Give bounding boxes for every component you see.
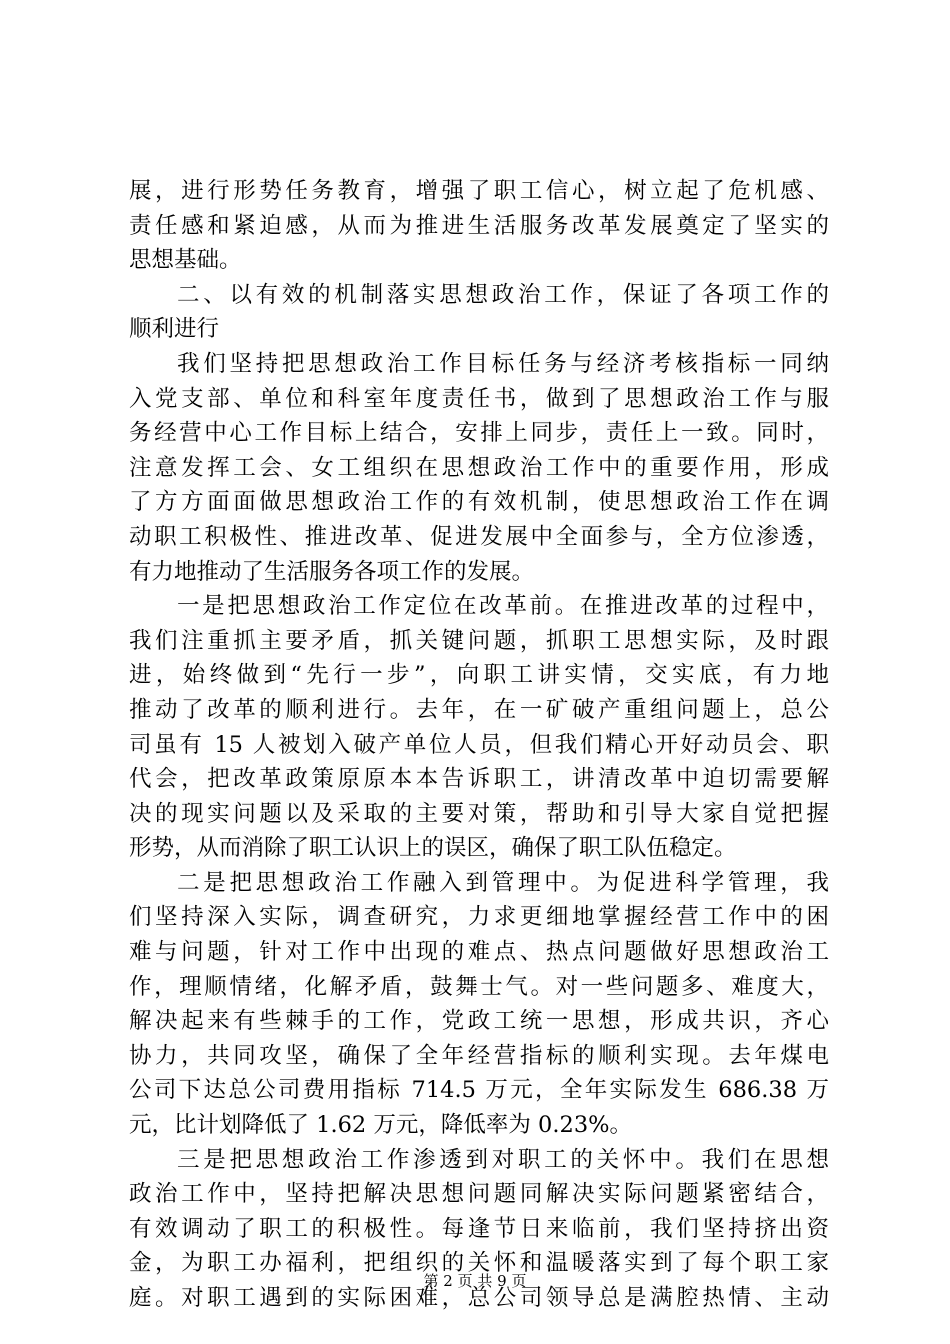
text-line: 务经营中心工作目标上结合，安排上同步，责任上一致。同时， <box>129 420 829 447</box>
text-line: 难与问题，针对工作中出现的难点、热点问题做好思想政治工 <box>129 939 829 966</box>
paragraph <box>129 589 829 866</box>
text-line: 司虽有 15 人被划入破产单位人员，但我们精心开好动员会、职 <box>129 731 829 758</box>
text-line: 进，始终做到“先行一步”，向职工讲实情，交实底，有力地 <box>129 662 829 689</box>
text-line: 公司下达总公司费用指标 714.5 万元，全年实际发生 686.38 万 <box>129 1077 829 1104</box>
text-line: 我们注重抓主要矛盾，抓关键问题，抓职工思想实际，及时跟 <box>129 627 829 654</box>
text-line: 政治工作中，坚持把解决思想问题同解决实际问题紧密结合， <box>129 1181 829 1208</box>
text-line: 推动了改革的顺利进行。去年，在一矿破产重组问题上，总公 <box>129 696 829 723</box>
section-heading <box>129 278 829 347</box>
text-line: 责任感和紧迫感，从而为推进生活服务改革发展奠定了坚实的 <box>129 212 829 239</box>
text-line: 形势，从而消除了职工认识上的误区，确保了职工队伍稳定。 <box>129 835 737 862</box>
text-line: 庭。对职工遇到的实际困难，总公司领导总是满腔热情、主动 <box>129 1285 829 1311</box>
paragraph <box>129 866 829 1143</box>
text-line: 入党支部、单位和科室年度责任书，做到了思想政治工作与服 <box>129 385 829 412</box>
text-line: 一是把思想政治工作定位在改革前。在推进改革的过程中， <box>177 593 829 620</box>
paragraph <box>129 347 829 589</box>
page-number-footer: 第 2 页 共 9 页 <box>423 1272 527 1290</box>
text-line: 有效调动了职工的积极性。每逢节日来临前，我们坚持挤出资 <box>129 1215 829 1242</box>
text-line: 三是把思想政治工作渗透到对职工的关怀中。我们在思想 <box>177 1146 829 1173</box>
text-line: 我们坚持把思想政治工作目标任务与经济考核指标一同纳 <box>177 350 829 377</box>
text-line: 们坚持深入实际，调查研究，力求更细地掌握经营工作中的困 <box>129 904 829 931</box>
paragraph <box>129 174 829 278</box>
text-line: 代会，把改革政策原原本本告诉职工，讲清改革中迫切需要解 <box>129 766 829 793</box>
text-line: 注意发挥工会、女工组织在思想政治工作中的重要作用，形成 <box>129 454 829 481</box>
text-line: 动职工积极性、推进改革、促进发展中全面参与，全方位渗透， <box>129 523 829 550</box>
text-line: 解决起来有些棘手的工作，党政工统一思想，形成共识，齐心 <box>129 1008 829 1035</box>
text-line: 决的现实问题以及采取的主要对策，帮助和引导大家自觉把握 <box>129 800 829 827</box>
document-body <box>129 174 829 1316</box>
text-line: 作，理顺情绪，化解矛盾，鼓舞士气。对一些问题多、难度大， <box>129 973 829 1000</box>
text-line: 元，比计划降低了 1.62 万元，降低率为 0.23%。 <box>129 1112 633 1139</box>
text-line: 有力地推动了生活服务各项工作的发展。 <box>129 558 535 585</box>
text-line: 二是把思想政治工作融入到管理中。为促进科学管理，我 <box>177 869 829 896</box>
text-line: 协力，共同攻坚，确保了全年经营指标的顺利实现。去年煤电 <box>129 1042 829 1069</box>
text-line: 二、以有效的机制落实思想政治工作，保证了各项工作的 <box>177 281 829 308</box>
text-line: 了方方面面做思想政治工作的有效机制，使思想政治工作在调 <box>129 489 829 516</box>
text-line: 思想基础。 <box>129 247 242 274</box>
text-line: 展，进行形势任务教育，增强了职工信心，树立起了危机感、 <box>129 178 829 204</box>
text-line: 金，为职工办福利，把组织的关怀和温暖落实到了每个职工家 <box>129 1250 829 1277</box>
text-line: 顺利进行 <box>129 316 220 343</box>
